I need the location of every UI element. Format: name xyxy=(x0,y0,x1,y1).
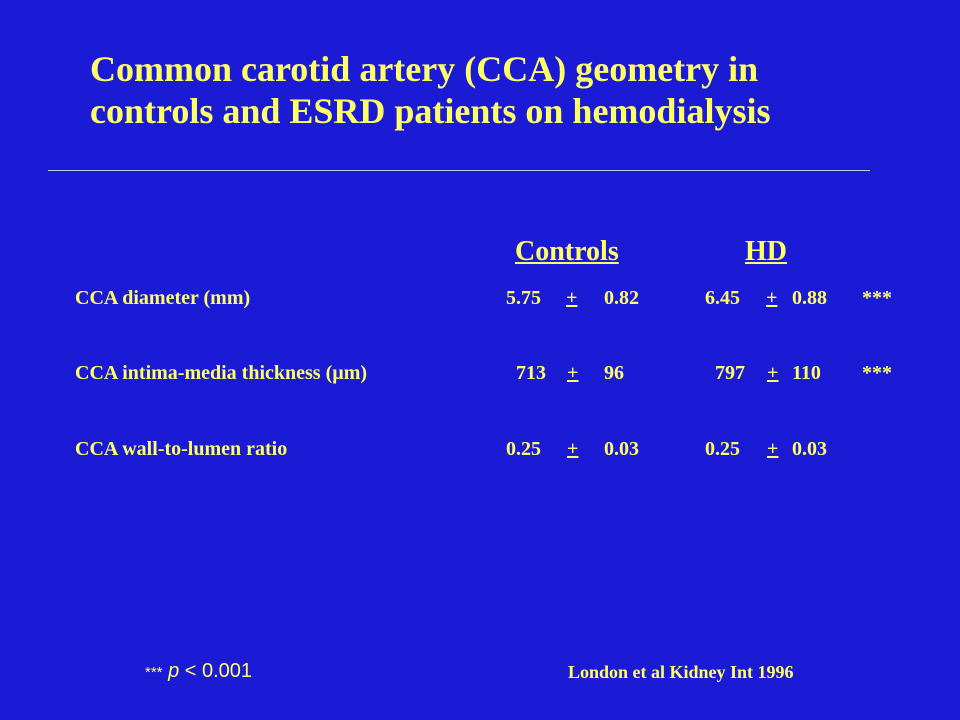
row-label: CCA diameter (mm) xyxy=(75,287,251,309)
table-row-imt xyxy=(0,362,960,392)
controls-mean: 5.75 xyxy=(506,287,541,309)
hd-mean: 797 xyxy=(715,362,745,384)
hd-error: 110 xyxy=(792,362,821,384)
plus-minus-sign: + xyxy=(766,287,778,309)
hd-mean: 0.25 xyxy=(705,438,740,460)
plus-minus-sign: + xyxy=(767,362,779,384)
plus-minus-sign: + xyxy=(767,438,779,460)
controls-error: 96 xyxy=(604,362,624,384)
significance-marker: *** xyxy=(862,287,892,309)
row-label: CCA wall-to-lumen ratio xyxy=(75,438,288,460)
hd-error: 0.03 xyxy=(792,438,827,460)
column-header-controls: Controls xyxy=(515,236,619,267)
footnote-p: p xyxy=(168,660,180,682)
title-line-1: Common carotid artery (CCA) geometry in xyxy=(90,49,759,89)
controls-error: 0.82 xyxy=(604,287,639,309)
controls-mean: 713 xyxy=(516,362,546,384)
slide-title xyxy=(90,48,890,132)
title-divider xyxy=(48,170,870,171)
plus-minus-sign: + xyxy=(567,438,579,460)
controls-error: 0.03 xyxy=(604,438,639,460)
plus-minus-sign: + xyxy=(567,362,579,384)
plus-minus-sign: + xyxy=(566,287,578,309)
significance-marker: *** xyxy=(862,362,892,384)
title-line-2: controls and ESRD patients on hemodialysis xyxy=(90,91,771,131)
column-header-hd: HD xyxy=(745,236,787,267)
controls-mean: 0.25 xyxy=(506,438,541,460)
footnote-threshold: < 0.001 xyxy=(184,660,253,682)
table-row-diameter xyxy=(0,287,960,317)
table-row-wall-lumen xyxy=(0,438,960,468)
hd-mean: 6.45 xyxy=(705,287,740,309)
hd-error: 0.88 xyxy=(792,287,827,309)
significance-footnote xyxy=(145,660,252,683)
footnote-stars: *** xyxy=(145,664,163,681)
row-label: CCA intima-media thickness (µm) xyxy=(75,362,368,384)
citation: London et al Kidney Int 1996 xyxy=(568,662,794,682)
